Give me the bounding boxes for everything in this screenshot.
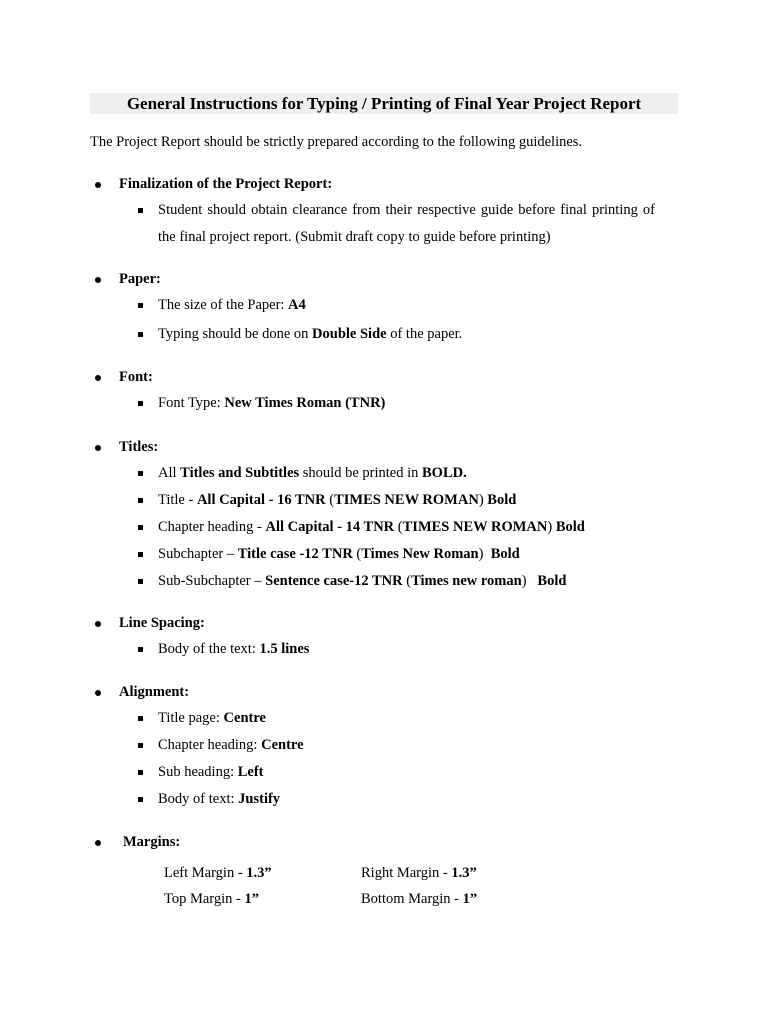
item-text: ( bbox=[402, 573, 412, 589]
square-bullet-icon bbox=[138, 401, 143, 406]
item-text: Title - bbox=[158, 492, 197, 508]
list-item bbox=[158, 759, 655, 786]
item-bold: Bold bbox=[490, 546, 520, 562]
left-margin-value bbox=[164, 864, 272, 882]
square-bullet-icon bbox=[138, 552, 143, 557]
bullet-icon bbox=[95, 445, 101, 451]
square-bullet-icon bbox=[138, 743, 143, 748]
item-bold: TIMES NEW ROMAN bbox=[334, 492, 479, 508]
document-title: General Instructions for Typing / Printing of Final Year Project Report bbox=[126, 94, 642, 113]
list-item bbox=[158, 514, 655, 541]
bullet-icon bbox=[95, 621, 101, 627]
item-value: 1.3” bbox=[451, 865, 477, 881]
list-item bbox=[158, 541, 655, 568]
item-text: ) bbox=[478, 492, 488, 508]
square-bullet-icon bbox=[138, 770, 143, 775]
item-value: 1” bbox=[462, 891, 478, 907]
item-text: ( bbox=[394, 519, 403, 535]
square-bullet-icon bbox=[138, 303, 143, 308]
item-value: 1” bbox=[244, 891, 259, 907]
square-bullet-icon bbox=[138, 716, 143, 721]
item-label: The size of the Paper: bbox=[158, 297, 289, 313]
item-text: of the paper. bbox=[386, 326, 463, 342]
item-bold: Times new roman bbox=[411, 573, 522, 589]
square-bullet-icon bbox=[138, 579, 143, 584]
item-text: ) bbox=[521, 573, 538, 589]
item-bold: All Capital - 16 TNR bbox=[196, 492, 326, 508]
item-text: Sub-Subchapter – bbox=[158, 573, 266, 589]
square-bullet-icon bbox=[138, 208, 143, 213]
square-bullet-icon bbox=[138, 647, 143, 652]
item-text: ) bbox=[478, 546, 491, 562]
bullet-icon bbox=[95, 182, 101, 188]
bottom-margin-value bbox=[361, 890, 477, 908]
list-item bbox=[158, 390, 655, 417]
item-text: Subchapter – bbox=[158, 546, 238, 562]
item-value: Left bbox=[237, 764, 264, 780]
item-bold: Bold bbox=[487, 492, 517, 508]
list-item bbox=[158, 705, 655, 732]
section-heading: Font: bbox=[119, 369, 153, 385]
bullet-icon bbox=[95, 840, 101, 846]
item-value: Centre bbox=[223, 710, 266, 726]
list-item: Student should obtain clearance from their respective guide before final printing of the final project report. (Submit draft copy to guide before printing) bbox=[158, 202, 655, 245]
item-label: Top Margin - bbox=[164, 891, 245, 907]
list-item bbox=[158, 460, 655, 487]
list-item bbox=[158, 568, 655, 595]
list-item bbox=[158, 732, 655, 759]
bullet-icon bbox=[95, 375, 101, 381]
list-item bbox=[158, 292, 655, 319]
list-item bbox=[158, 786, 655, 813]
item-label: Bottom Margin - bbox=[361, 891, 463, 907]
section-heading: Alignment: bbox=[119, 684, 190, 700]
item-bold: TIMES NEW ROMAN bbox=[402, 519, 548, 535]
item-text: All bbox=[158, 465, 181, 481]
item-value: 1.3” bbox=[246, 865, 272, 881]
item-text: ( bbox=[325, 492, 335, 508]
item-label: Body of the text: bbox=[158, 641, 260, 657]
item-label: Font Type: bbox=[158, 395, 225, 411]
item-value: A4 bbox=[288, 297, 306, 313]
square-bullet-icon bbox=[138, 797, 143, 802]
bullet-icon bbox=[95, 690, 101, 696]
item-label: Typing should be done on bbox=[158, 326, 313, 342]
square-bullet-icon bbox=[138, 471, 143, 476]
item-text: should be printed in bbox=[299, 465, 422, 481]
right-margin-value bbox=[361, 864, 477, 882]
item-label: Chapter heading: bbox=[158, 737, 262, 753]
item-text: ) bbox=[547, 519, 556, 535]
item-text: ( bbox=[352, 546, 362, 562]
item-value: New Times Roman (TNR) bbox=[224, 395, 386, 411]
list-item bbox=[158, 636, 655, 663]
item-text: Chapter heading - bbox=[158, 519, 266, 535]
item-bold: Bold bbox=[537, 573, 567, 589]
item-label: Left Margin - bbox=[164, 865, 247, 881]
item-bold: Bold bbox=[555, 519, 585, 535]
item-bold: Titles and Subtitles bbox=[180, 465, 300, 481]
item-bold: Times New Roman bbox=[361, 546, 479, 562]
intro-text: The Project Report should be strictly prepared according to the following guidelines. bbox=[90, 134, 583, 150]
item-value: 1.5 lines bbox=[259, 641, 310, 657]
item-value: Centre bbox=[261, 737, 304, 753]
item-label: Title page: bbox=[158, 710, 224, 726]
item-bold: BOLD. bbox=[422, 465, 467, 481]
square-bullet-icon bbox=[138, 498, 143, 503]
section-heading: Titles: bbox=[119, 439, 159, 455]
square-bullet-icon bbox=[138, 525, 143, 530]
bullet-icon bbox=[95, 277, 101, 283]
square-bullet-icon bbox=[138, 332, 143, 337]
item-value: Justify bbox=[238, 791, 281, 807]
item-bold: All Capital - 14 TNR bbox=[265, 519, 395, 535]
item-label: Right Margin - bbox=[361, 865, 452, 881]
section-heading: Line Spacing: bbox=[119, 615, 205, 631]
top-margin-value bbox=[164, 890, 259, 908]
list-item bbox=[158, 321, 655, 348]
section-heading: Finalization of the Project Report: bbox=[119, 176, 333, 192]
item-bold: Sentence case-12 TNR bbox=[265, 573, 403, 589]
item-bold: Title case -12 TNR bbox=[237, 546, 353, 562]
item-value: Double Side bbox=[312, 326, 387, 342]
list-item bbox=[158, 487, 655, 514]
item-label: Sub heading: bbox=[158, 764, 238, 780]
item-label: Body of text: bbox=[158, 791, 239, 807]
section-heading: Margins: bbox=[123, 834, 181, 850]
section-heading: Paper: bbox=[119, 271, 161, 287]
